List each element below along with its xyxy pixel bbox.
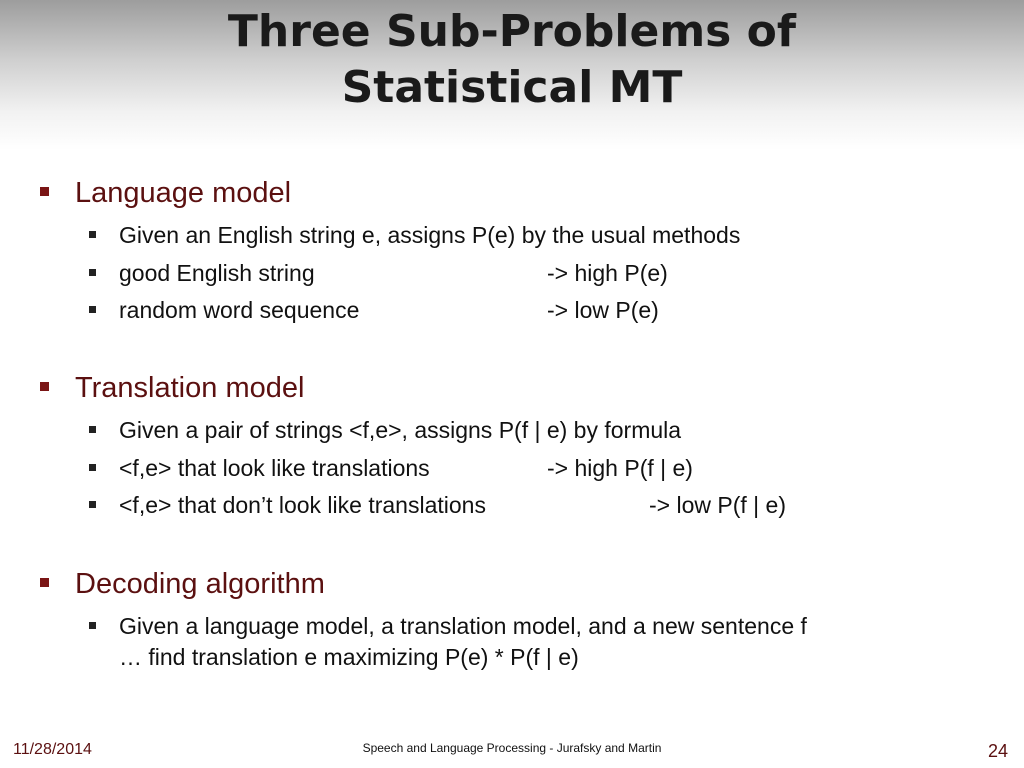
footer-date: 11/28/2014 xyxy=(13,741,92,758)
item-arrow-text: -> low P(e) xyxy=(547,297,659,323)
square-bullet-icon xyxy=(89,501,96,508)
square-bullet-icon xyxy=(89,269,96,276)
item-text-line-2: … find translation e maximizing P(e) * P(f | e) xyxy=(119,644,579,670)
item-text-line-1: Given a language model, a translation model, and a new sentence f xyxy=(119,613,807,639)
item-arrow-text: -> low P(f | e) xyxy=(649,492,786,518)
square-bullet-icon xyxy=(89,306,96,313)
section-heading: Translation model xyxy=(75,372,305,404)
item-text: Given a pair of strings <f,e>, assigns P(f | e) by formula xyxy=(119,417,682,443)
slide-title xyxy=(0,4,1024,116)
square-bullet-icon xyxy=(89,231,96,238)
item-text: good English string xyxy=(119,260,315,286)
square-bullet-icon xyxy=(40,382,49,391)
square-bullet-icon xyxy=(89,622,96,629)
section-heading: Decoding algorithm xyxy=(75,568,325,600)
page-number: 24 xyxy=(987,741,1008,761)
slide-title-line-1: Three Sub-Problems of xyxy=(227,6,797,57)
slide-title-line-2: Statistical MT xyxy=(341,62,683,113)
square-bullet-icon xyxy=(89,464,96,471)
item-arrow-text: -> high P(e) xyxy=(547,260,668,286)
footer-credit: Speech and Language Processing - Jurafsky and Martin xyxy=(362,741,662,755)
square-bullet-icon xyxy=(40,187,49,196)
square-bullet-icon xyxy=(89,426,96,433)
item-text: <f,e> that don’t look like translations xyxy=(119,492,486,518)
item-text: Given an English string e, assigns P(e) by the usual methods xyxy=(119,222,741,248)
item-text: <f,e> that look like translations xyxy=(119,455,430,481)
square-bullet-icon xyxy=(40,578,49,587)
item-text: random word sequence xyxy=(119,297,360,323)
section-heading: Language model xyxy=(75,177,292,209)
item-arrow-text: -> high P(f | e) xyxy=(547,455,693,481)
